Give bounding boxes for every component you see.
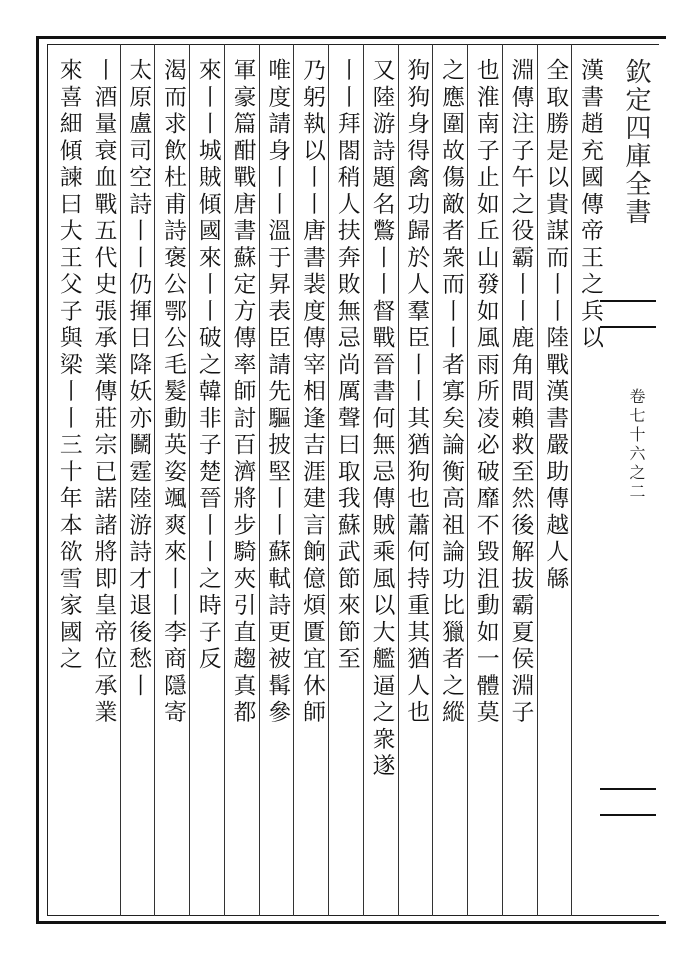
column-divider bbox=[537, 44, 538, 916]
column-divider bbox=[120, 44, 121, 916]
text-column-1: 漢書趙充國傳帝王之兵以 bbox=[577, 58, 603, 353]
text-column-13: 渴而求飲杜甫詩褒公鄂公毛髮動英姿颯爽來丨丨李商隱寄 bbox=[160, 58, 186, 727]
text-column-7: 又陸游詩題名鷩丨丨督戰晉書何無忌傳賊乘風以大艦逼之衆遂 bbox=[368, 58, 395, 781]
column-divider bbox=[363, 44, 364, 916]
text-column-2: 全取勝是以貴謀而丨丨陸戰漢書嚴助傳越人緜 bbox=[542, 58, 569, 593]
column-divider bbox=[154, 44, 155, 916]
text-column-5: 之應圍故傷敵者衆而丨丨者寡矣論衡高祖論功比獵者之縱 bbox=[438, 58, 464, 727]
column-divider bbox=[432, 44, 433, 916]
text-column-12: 來丨丨城賊傾國來丨丨破之韓非子楚晉丨丨之時子反 bbox=[194, 58, 221, 674]
margin-rule bbox=[600, 300, 656, 328]
text-column-9: 乃躬執以丨丨唐書裴度傳宰相逢吉涯建言餉億煩匱宜休師 bbox=[299, 58, 325, 727]
column-divider bbox=[571, 44, 572, 916]
column-divider bbox=[398, 44, 399, 916]
text-column-15: 丨酒量衰血戰五代史張承業傳莊宗已諾諸將即皇帝位承業 bbox=[90, 58, 117, 727]
column-divider bbox=[259, 44, 260, 916]
column-divider bbox=[224, 44, 225, 916]
column-divider bbox=[189, 44, 190, 916]
text-column-16: 來喜細傾諫曰大王父子與梁丨丨三十年本欲雪家國之 bbox=[55, 58, 82, 674]
book-title: 欽定四庫全書 bbox=[621, 58, 651, 226]
text-column-14: 太原盧司空詩丨丨仍揮日降妖亦鬭霆陸游詩才退後愁丨 bbox=[125, 58, 152, 700]
column-divider bbox=[328, 44, 329, 916]
column-divider bbox=[502, 44, 503, 916]
margin-rule bbox=[600, 788, 656, 816]
text-column-3: 淵傳注子午之役霸丨丨鹿角間賴救至然後解拔霸夏侯淵子 bbox=[507, 58, 534, 727]
margin-strip bbox=[614, 58, 658, 906]
text-column-6: 狗狗身得禽功歸於人羣臣丨丨其猶狗也蕭何持重其猶人也 bbox=[403, 58, 430, 727]
text-column-10: 唯度請身丨丨溫于昇表臣請先驅披堅丨丨蘇軾詩更被髯參 bbox=[264, 58, 291, 727]
text-column-8: 丨丨拜閤稍人扶奔敗無忌尚厲聲曰取我蘇武節來節至 bbox=[333, 58, 360, 674]
text-column-4: 也淮南子止如丘山發如風雨所凌必破靡不毀沮動如一體莫 bbox=[472, 58, 499, 727]
volume-label: 卷七十六之二 bbox=[627, 388, 646, 502]
column-divider bbox=[467, 44, 468, 916]
text-column-11: 軍豪篇酣戰唐書蘇定方傳率師討百濟將步騎夾引直趨真都 bbox=[229, 58, 256, 727]
column-divider bbox=[293, 44, 294, 916]
